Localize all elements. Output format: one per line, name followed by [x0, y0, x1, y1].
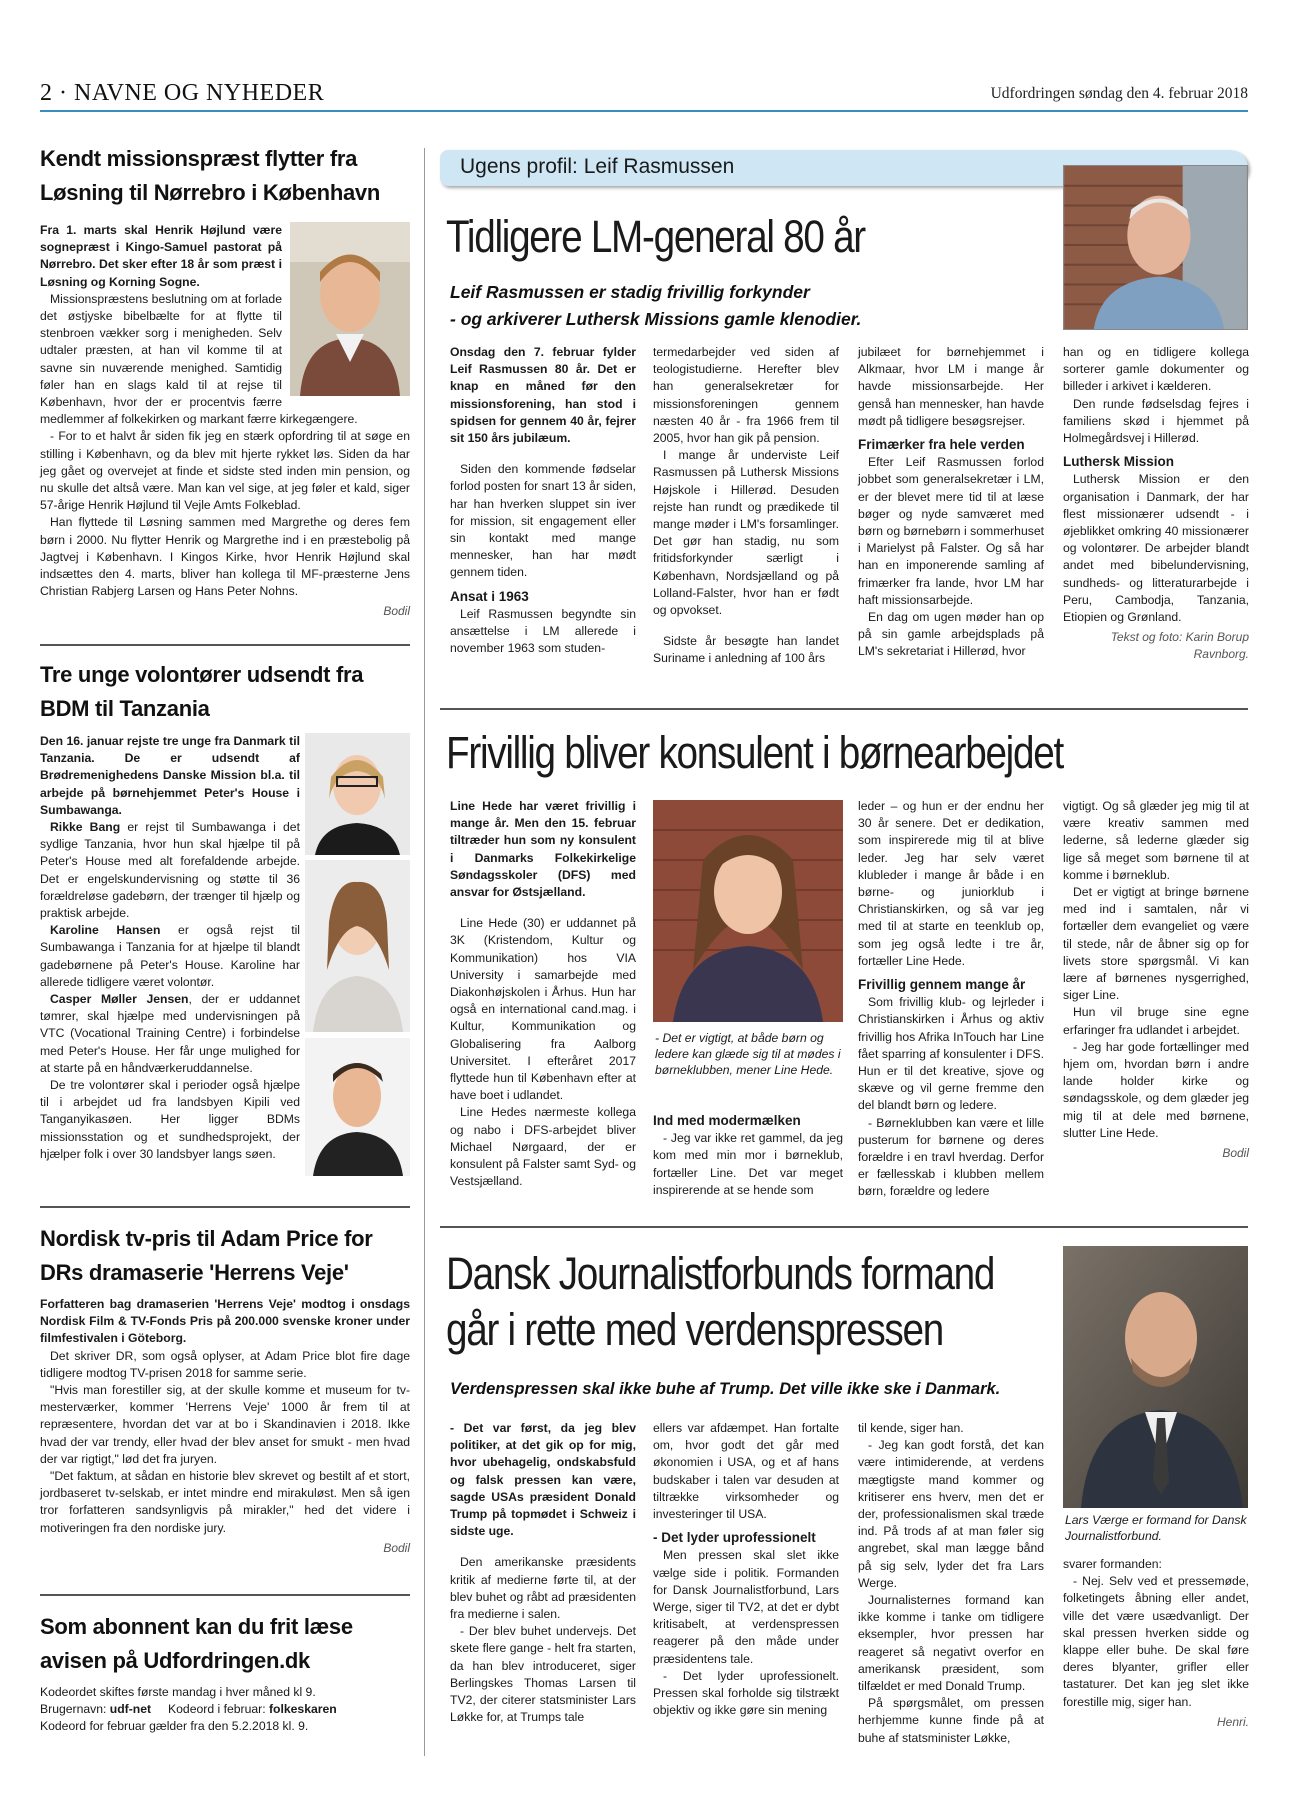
frivillig-paragraph: - Jeg var ikke ret gammel, da jeg kom med min mor i børneklub, fortæller Line. Det var meget inspirerende at se hende som — [653, 1131, 843, 1197]
profile-subhead: Luthersk Mission — [1063, 454, 1175, 470]
article1-paragraph: Han flyttede til Løsning sammen med Margrethe og deres fem børn i 2000. Nu flytter Henrik og Margrethe ind i en præstebolig på Jagtvej i København. I Kingos Kirke, hvor Henrik Højlund skal indsættes den 4. marts, bliver han kollega til MF-præsterne Jens Christian Rabjerg Larsen og Hans Peter Nohns. — [40, 515, 410, 599]
subscribe-body — [40, 1684, 410, 1736]
photo-leif-rasmussen — [1063, 165, 1248, 330]
journalist-paragraph: Den amerikanske præsidents kritik af medierne førte til, at der blev buhet og råbt ad præsidenten fra medierne i salen. — [450, 1555, 636, 1622]
article1-paragraph: Missionspræstens beslutning om at forlade det østjyske bibelbælte for at flytte til stenbroen vækker sorg i menigheden. Selv udtaler præsten, at han vil komme til at savne sin nuværende menighed. Samtidig føler han en slags kald til at rejse til København, hvor der er procentvis færre medlemmer af folkekirken og markant færre kirkegængere. — [40, 291, 358, 427]
photo-casper-moller-jensen — [305, 1038, 410, 1176]
issue-date: Udfordringen søndag den 4. februar 2018 — [990, 85, 1248, 102]
password-value: folkeskaren — [268, 1702, 337, 1717]
journalist-signature: Henri. — [1216, 1714, 1249, 1729]
article2-lead: Den 16. januar rejste tre unge fra Danmark til Tanzania. De er udsendt af Brødremenighedens Danske Mission bl.a. til arbejde på børnehjemmet Peter's House i Sumbawanga. — [40, 734, 300, 817]
journalist-deck: Verdenspressen skal ikke buhe af Trump. Det ville ikke ske i Danmark. — [450, 1380, 1001, 1398]
profile-paragraph: Efter Leif Rasmussen forlod jobbet som generalsekretær i LM, er der blevet mere tid til at læse bøger og nyde samværet med børn og børnebørn i sommerhuset i Marielyst på Falster. Og så har han en imponerende samling af frimærker fra lande, hvor LM har haft missionsarbejde. — [858, 455, 1044, 607]
article1-lead: Fra 1. marts skal Henrik Højlund være sognepræst i Kingo-Samuel pastorat på Nørrebro. Det sker efter 18 år som præst i Løsning og Korning Sogne. — [40, 223, 282, 289]
article2-text: , der er uddannet tømrer, skal hjælpe med undervisningen på VTC (Vocational Training Centre) i forbindelse med Peter's House. Her får unge mulighed for at starte på en håndværkeruddannelse. — [40, 992, 300, 1075]
journalist-paragraph: ellers var afdæmpet. Han fortalte om, hvor godt det går med økonomien i USA, og et af hans budskaber i talen var desuden at tiltrække virksomheder og investeringer til USA. — [653, 1421, 839, 1522]
photo-karoline-hansen — [305, 860, 410, 1032]
article3-paragraph: Det skriver DR, som også oplyser, at Adam Price blot fire dage tidligere modtog TV-prisen 2018 for samme serie. — [40, 1348, 410, 1380]
profile-paragraph: Leif Rasmussen begyndte sin ansættelse i LM allerede i november 1963 som studen- — [450, 606, 636, 656]
subscribe-headline: Som abonnent kan du frit læse avisen på Udfordringen.dk — [40, 1614, 353, 1673]
journalist-paragraph: - Jeg kan godt forstå, det kan være intimiderende, at verdens mægtigste mand kommer og kritiserer ens hverv, men det er der, professionalismen skal træde ind. På trods af at man føler sig angrebet, skal man lægge bånd på sig selv, lyder det fra Lars Werge. — [858, 1438, 1044, 1590]
photo-lars-werge — [1063, 1246, 1248, 1508]
article3-signature: Bodil — [383, 1540, 410, 1555]
person-name: Casper Møller Jensen — [50, 992, 189, 1007]
subscribe-line: Kodeordet skiftes første mandag i hver måned kl 9. — [40, 1685, 316, 1699]
article3-paragraph: "Hvis man forestiller sig, at der skulle komme et museum for tv-mesterværker, kommer 'Herrens Veje' 1000 år frem til at repræsentere, hvordan det var at bo i Skandinavien i 2018. Ikke hvad der var trendy, eller hvad der blev anset for smukt - men hvad der var rigtigt," lød det fra juryen. — [40, 1383, 410, 1466]
password-label: Kodeord i februar: — [168, 1702, 269, 1717]
article2-paragraph — [40, 991, 300, 1077]
divider — [40, 644, 410, 646]
journalist-subhead: - Det lyder uprofessionelt — [653, 1530, 816, 1546]
profile-paragraph: termedarbejder ved siden af teologistudierne. Herefter blev han generalsekretær for missionsforeningen gennem næsten 40 år - fra 1966 frem til 2005, hvor han gik på pension. — [653, 345, 839, 446]
username-label: Brugernavn: — [40, 1702, 110, 1717]
journalist-paragraph: På spørgsmålet, om pressen herhjemme kunne finde på at buhe af statsminister Løkke, — [858, 1696, 1044, 1745]
article2-body — [40, 733, 300, 1173]
article2-paragraph: De tre volontører skal i perioder også hjælpe til i arbejdet ud fra landsbyen Kipili ved Tanganyikasøen. Her ligger BDMs missionsstation og et sundhedsprojekt, der hjælper folk i over 30 landsbyer langs søen. — [40, 1078, 300, 1161]
frivillig-paragraph: - Børneklubben kan være et lille pusterum for børnene og deres forældre i en travl hverdag. Derfor er fællesskab i klubben mellem børn, forældre og ledere — [858, 1115, 1044, 1199]
username-value: udf-net — [109, 1702, 152, 1717]
subscribe-line: Kodeord for februar gælder fra den 5.2.2018 kl. 9. — [40, 1719, 309, 1734]
frivillig-signature: Bodil — [1222, 1146, 1249, 1161]
frivillig-subhead: Frivillig gennem mange år — [858, 977, 1026, 993]
profile-deck — [450, 279, 1050, 333]
frivillig-paragraph: Hun vil bruge sine egne erfaringer fra udlandet i arbejdet. — [1063, 1005, 1249, 1037]
person-name: Karoline Hansen — [50, 923, 161, 938]
journalist-paragraph: - Det lyder uprofessionelt. Pressen skal forholde sig tilstrækt objektiv og ikke gøre sin mening — [653, 1668, 839, 1718]
profile-subhead: Ansat i 1963 — [450, 588, 529, 604]
frivillig-paragraph: leder – og hun er der endnu her 30 år senere. Det er dedikation, som inspirerede mig til at blive leder. Jeg har selv været klubleder i mange år både i en børne- og juniorklub i Christianskirken, og så var jeg med til at starte en teenklub op, som jeg også ledte i tre år, fortæller Line Hede. — [858, 799, 1044, 968]
journalist-col4 — [1063, 1556, 1249, 1760]
profile-headline: Tidligere LM-general 80 år — [446, 211, 865, 262]
divider — [440, 1226, 1248, 1228]
photo-line-hede — [653, 800, 843, 1022]
frivillig-headline: Frivillig bliver konsulent i børnearbejdet — [446, 727, 1063, 778]
profile-paragraph: Den runde fødselsdag fejres i familiens skød i hjemmet på Holmegårdsvej i Hillerød. — [1063, 396, 1249, 446]
frivillig-col1 — [450, 798, 636, 1193]
frivillig-paragraph: - Jeg har gode fortællinger med hjem om, hvordan børn i andre lande holder kirke og søndagsskole, og dem glæder jeg mig til at dele med børnene, slutter Line Hede. — [1063, 1039, 1249, 1140]
article1-headline: Kendt missionspræst flytter fra Løsning til Nørrebro i København — [40, 146, 380, 205]
journalist-paragraph: svarer formanden: — [1063, 1557, 1162, 1571]
journalist-headline-line: Dansk Journalistforbunds formand — [446, 1248, 995, 1299]
profile-col1 — [450, 344, 636, 682]
journalist-paragraph: Men pressen skal slet ikke vælge side i politik. Formanden for Dansk Journalistforbund, Lars Werge, siger til TV2, at det er dybt kritisabelt, at verdenspressen reagerer på den måde under præsidentens tale. — [653, 1548, 839, 1666]
profile-col3 — [858, 344, 1044, 682]
frivillig-col2 — [653, 1112, 843, 1196]
frivillig-paragraph: Line Hedes nærmeste kollega og nabo i DFS-arbejdet bliver Michael Nørgaard, der er konsulent på Falster samt Syd- og Vestsjælland. — [450, 1105, 636, 1189]
frivillig-col3 — [858, 798, 1044, 1199]
profile-paragraph: Siden den kommende fødselar forlod posten for snart 13 år siden, har han hverken sluppet sin iver for mission, sit engagement eller sin kontakt med mange mennesker, han har mødt gennem tiden. — [450, 462, 636, 580]
article2-headline: Tre unge volontører udsendt fra BDM til Tanzania — [40, 662, 364, 721]
divider — [440, 708, 1248, 710]
journalist-col3 — [858, 1420, 1044, 1760]
profile-deck-line: - og arkiverer Luthersk Missions gamle klenodier. — [450, 309, 862, 329]
article3-headline: Nordisk tv-pris til Adam Price for DRs dramaserie 'Herrens Veje' — [40, 1226, 373, 1285]
article1-paragraph: - For to et halvt år siden fik jeg en stærk opfordring til at søge en stilling i København, og da blev mit hjerte rykket løs. Siden da har jeg gået og overvejet at finde et sidste sted inden min pension, og nu skulle det altså være. Man kan vel sige, at jeg føler et kald, siger 57-årige Henrik Højlund til Vejle Amts Folkeblad. — [40, 429, 410, 513]
article3-lead: Forfatteren bag dramaserien 'Herrens Veje' modtog i onsdags Nordisk Film & TV-Fonds Pris på 200.000 svenske kroner under filmfestivalen i Göteborg. — [40, 1297, 410, 1346]
frivillig-caption: - Det er vigtigt, at både børn og ledere kan glæde sig til at mødes i børneklubben, mener Line Hede. — [655, 1031, 841, 1077]
frivillig-paragraph: Som frivillig klub- og lejrleder i Christianskirken i Århus og aktiv frivillig hos Afrika InTouch har Line fået sparring af konsulenter i DFS. Hun er til det kreative, sjove og skæve og vil gerne fremme den del blandt børn og ledere. — [858, 995, 1044, 1113]
photo-rikke-bang — [305, 733, 410, 855]
journalist-paragraph: Journalisternes formand kan ikke komme i tanke om tidligere eksempler, hvor pressen har reageret så negativt overfor en amerikansk præsident, som tilfældet er med Donald Trump. — [858, 1593, 1044, 1694]
profile-lead: Onsdag den 7. februar fylder Leif Rasmussen 80 år. Det er knap en måned før den missionsforening, han stod i spidsen for gennem 40 år, fejrer sit 150 års jubilæum. — [450, 345, 636, 446]
article3-body — [40, 1296, 410, 1555]
profile-paragraph: En dag om ugen møder han op på sin gamle arbejdsplads på LM's sekretariat i Hillerød, hvor — [858, 610, 1044, 659]
profile-subhead: Frimærker fra hele verden — [858, 437, 1025, 453]
article3-paragraph: "Det faktum, at sådan en historie blev skrevet og bestilt af et stort, jordbaseret tv-selskab, er intet mindre end mirakuløst. Men så igen tror forfatteren sandsynligvis på mirakler," hed det videre i motiveringen fra den nordiske jury. — [40, 1469, 410, 1535]
article2-paragraph — [40, 819, 300, 922]
frivillig-paragraph: Line Hede (30) er uddannet på 3K (Kristendom, Kultur og Kommunikation) hos VIA University i samarbejde med Diakonhøjskolen i Århus. Hun har også en international cand.mag. i Kultur, Kommunikation og Globalisering fra Aalborg Universitet. I efteråret 2017 flyttede hun til København efter at have boet i udlandet. — [450, 916, 636, 1103]
profile-deck-line: Leif Rasmussen er stadig frivillig forkynder — [450, 282, 810, 302]
journalist-paragraph: - Der blev buhet undervejs. Det skete flere gange - helt fra starten, da han blev introduceret, siger Berlingskes Thomas Larsen til TV2, der citerer statsminister Lars Løkke for, at Trumps tale — [450, 1624, 636, 1725]
profile-paragraph: jubilæet for børnehjemmet i Alkmaar, hvor LM i mange år havde missionsarbejde. Her genså han mennesker, han havde mødt på tidligere besøgsrejser. — [858, 345, 1044, 428]
journalist-headline — [446, 1246, 994, 1358]
subscribe-credentials — [40, 1701, 410, 1718]
divider — [40, 1206, 410, 1208]
profile-paragraph: Luthersk Mission er den organisation i Danmark, der har flest missionærer udsendt - i øjeblikket omkring 40 missionærer og volontører. De arbejder blandt andet med bibelundervisning, sundheds- og litteraturarbejde i Peru, Cambodja, Tanzania, Etiopien og Grønland. — [1063, 472, 1249, 625]
masthead-rule — [40, 110, 1248, 112]
journalist-headline-line: går i rette med verdenspressen — [446, 1304, 943, 1355]
divider — [40, 1594, 410, 1596]
profile-col4 — [1063, 344, 1249, 682]
frivillig-paragraph: Det er vigtigt at bringe børnene med ind i samtalen, når vi fortæller dem evangeliet og være til stede, når de åbner sig op for livets store spørgsmål. Vi kan lære af børnenes nysgerrighed, siger Line. — [1063, 885, 1249, 1003]
frivillig-lead: Line Hede har været frivillig i mange år. Men den 15. februar tiltræder hun som ny konsulent i Danmarks Folkekirkelige Søndagsskoler (DFS) med ansvar for Østsjælland. — [450, 799, 636, 900]
journalist-lead: - Det var først, da jeg blev politiker, at det gik op for mig, hvor ubehagelig, ondskabsfuld og falsk pressen kan være, sagde USAs præsident Donald Trump på topmødet i Schweiz i sidste uge. — [450, 1421, 636, 1539]
journalist-col1 — [450, 1420, 636, 1760]
article1-signature: Bodil — [383, 604, 410, 619]
journalist-paragraph: - Nej. Selv ved et pressemøde, folketingets åbning eller andet, ville det være usædvanligt. Der skal pressen hverken sidde og klappe eller buhe. De skal føre deres blyanter, grifler eller tastaturer. Det kan jeg slet ikke forestille mig, siger han. — [1063, 1574, 1249, 1709]
frivillig-col4 — [1063, 798, 1249, 1193]
section-title: 2 · NAVNE OG NYHEDER — [40, 80, 325, 106]
article1-body — [40, 222, 410, 627]
profile-tab: Ugens profil: Leif Rasmussen — [440, 150, 1248, 186]
column-divider — [424, 148, 425, 1756]
journalist-col2 — [653, 1420, 839, 1760]
person-name: Rikke Bang — [50, 820, 121, 835]
article2-paragraph — [40, 922, 300, 991]
frivillig-paragraph: vigtigt. Og så glæder jeg mig til at være kreativ sammen med lederne, så lederne glæder sig lige så meget som børnene til at komme i børneklub. — [1063, 799, 1249, 882]
profile-signature: Tekst og foto: Karin Borup Ravnborg. — [1110, 630, 1249, 662]
article2-text: er rejst til Sumbawanga i det sydlige Tanzania, hvor hun skal hjælpe til på Peter's House med alt forefaldende arbejde. Det er engelskundervisning og støtte til 36 forældreløse gadebørn, der trænger til hjælp og praktisk arbejde. — [40, 820, 300, 921]
journalist-caption: Lars Værge er formand for Dansk Journalistforbund. — [1065, 1513, 1247, 1543]
journalist-paragraph: til kende, siger han. — [858, 1421, 964, 1435]
profile-paragraph: han og en tidligere kollega sorterer gamle dokumenter og billeder i arkivet i kælderen. — [1063, 345, 1249, 394]
profile-paragraph: I mange år underviste Leif Rasmussen på Luthersk Missions Højskole i Hillerød. Desuden rejste han rundt og prædikede til mange møder i LM's forsamlinger. Det gør han stadig, nu som fritidsforkynder særligt i København, Nordsjælland og på Lolland-Falster, hvor han er født og opvokset. — [653, 448, 839, 618]
article2-text: er også rejst til Sumbawanga i Tanzania for at hjælpe til blandt gadebørnene på Peter's House. Karoline har allerede tidligere været volontør. — [40, 923, 300, 989]
profile-col2 — [653, 344, 839, 682]
profile-paragraph: Sidste år besøgte han landet Suriname i anledning af 100 års — [653, 634, 839, 666]
frivillig-subhead: Ind med modermælken — [653, 1113, 801, 1128]
